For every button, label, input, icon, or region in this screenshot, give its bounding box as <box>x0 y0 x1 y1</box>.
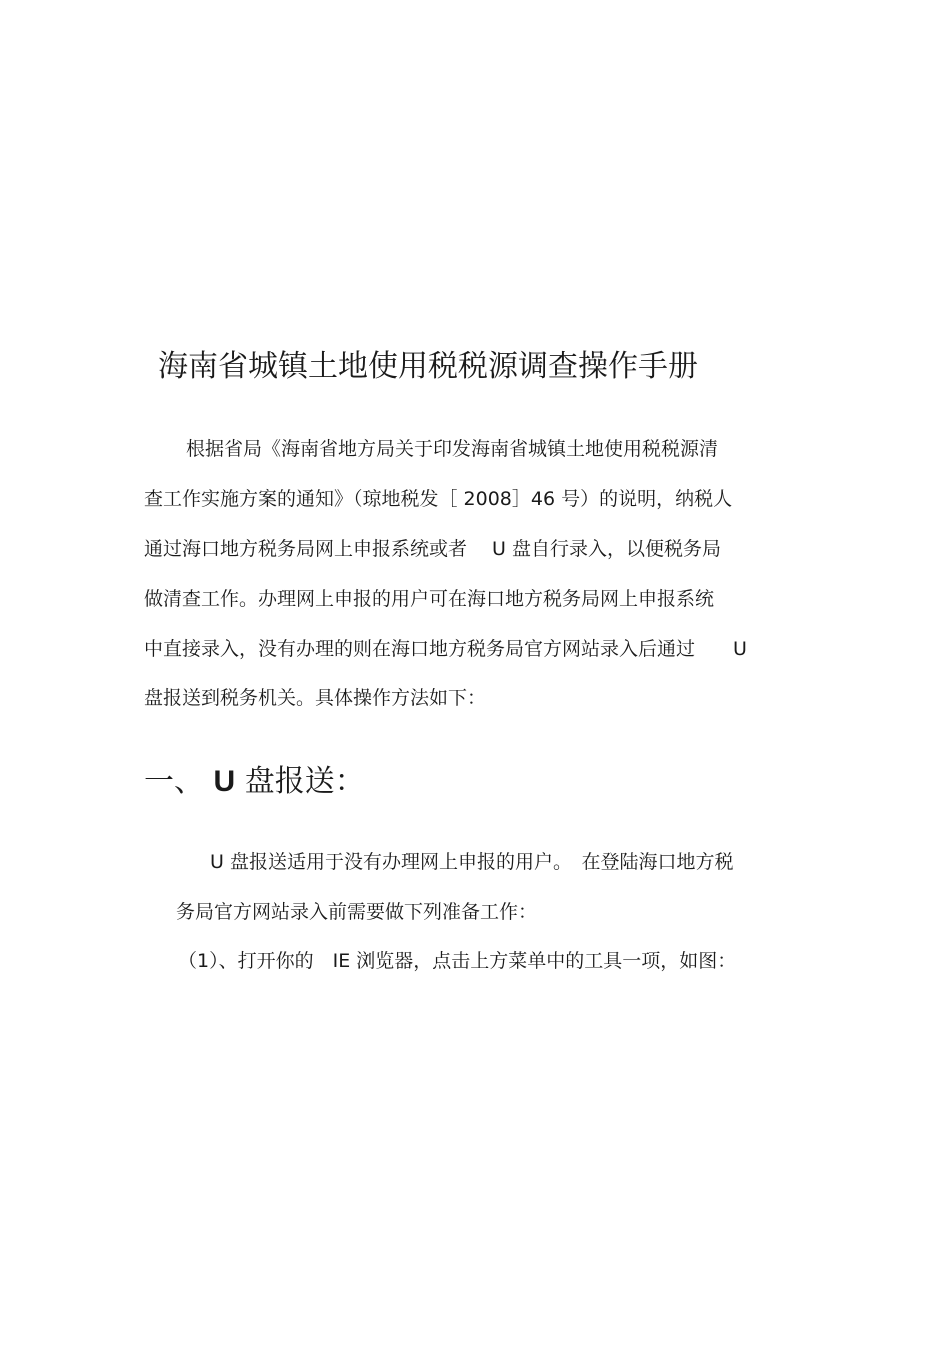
section-line-2: 务局官方网站录入前需要做下列准备工作： <box>176 901 538 923</box>
section-heading-suffix: 盘报送： <box>244 764 365 799</box>
document-title: 海南省城镇土地使用税税源调查操作手册 <box>158 349 698 384</box>
intro-line-5: 中直接录入，没有办理的则在海口地方税务局官方网站录入后通过 U <box>144 638 747 660</box>
intro-line-6: 盘报送到税务机关。具体操作方法如下： <box>144 687 487 709</box>
intro-line-2: 查工作实施方案的通知》（琼地税发［ 2008］46 号）的说明，纳税人 <box>144 488 733 510</box>
intro-line-3: 通过海口地方税务局网上申报系统或者 U 盘自行录入，以便税务局 <box>144 538 721 560</box>
section-line-1: U 盘报送适用于没有办理网上申报的用户。 在登陆海口地方税 <box>210 851 734 873</box>
section-line-3: （1）、打开你的 IE 浏览器，点击上方菜单中的工具一项，如图： <box>178 950 737 972</box>
intro-line-4: 做清查工作。办理网上申报的用户可在海口地方税务局网上申报系统 <box>144 588 715 610</box>
intro-line-1: 根据省局《海南省地方局关于印发海南省城镇土地使用税税源清 <box>186 438 719 460</box>
section-heading <box>144 760 365 804</box>
section-heading-prefix: 一、 <box>144 764 204 799</box>
section-heading-letter: U <box>213 765 236 798</box>
